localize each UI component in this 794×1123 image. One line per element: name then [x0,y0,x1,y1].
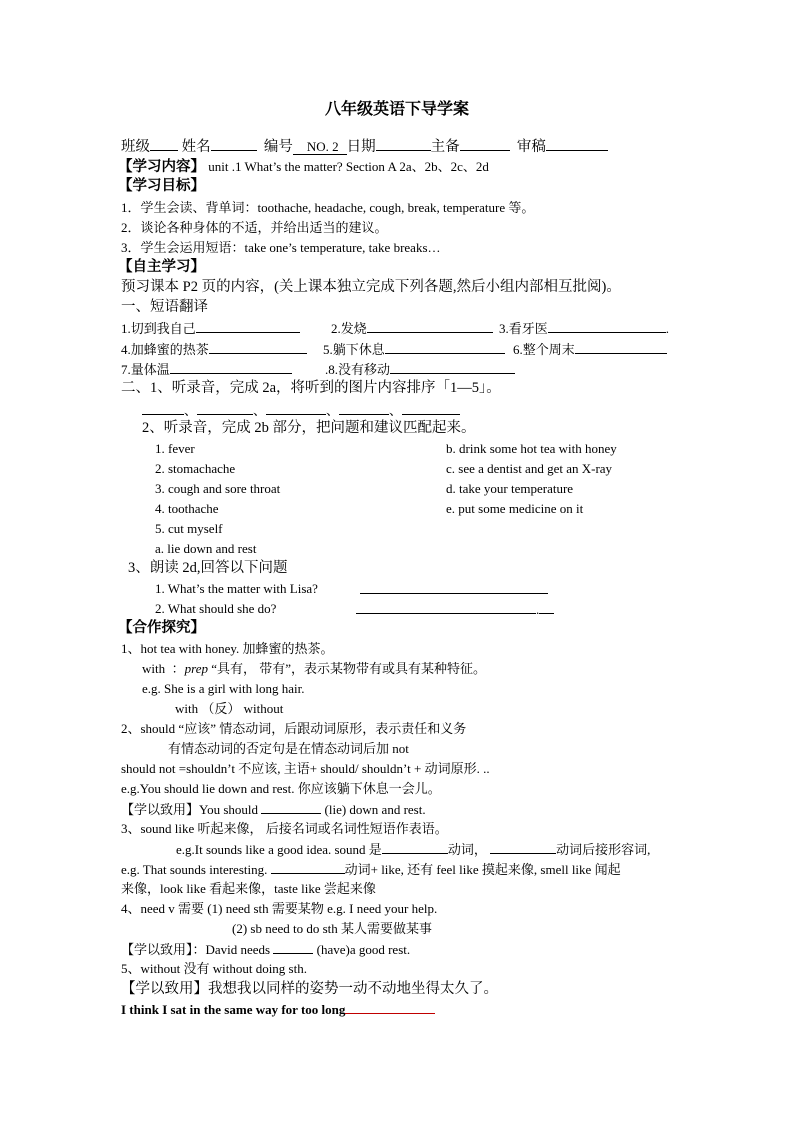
phrase-3-blank[interactable] [548,319,666,333]
phrase-8-label: .8.没有移动 [325,362,391,377]
phrase-title: 一、短语翻译 [121,299,208,315]
reading-q: 3、朗读 2d,回答以下问题 [128,560,288,576]
question-1: 1. What’s the matter with Lisa? [155,581,318,596]
answer-2-row [356,600,554,619]
phrase-6 [513,340,667,359]
phrase-5 [323,340,505,359]
explore-line: (2) sb need to do sth 某人需要做某事 [232,921,433,936]
explore-label: 【合作探究】 [118,620,205,636]
listening-q1: 二、1、听录音，完成 2a，将听到的图片内容排序「1—5」。 [121,380,501,396]
phrase-3 [499,319,669,338]
eg-that-blank[interactable] [271,860,345,874]
explore-line: 4、need v 需要 (1) need sth 需要某物 e.g. I need your help. [121,901,438,916]
class-label: 班级 [121,139,150,155]
self-study-label: 【自主学习】 [118,259,205,275]
advice-item: e. put some medicine on it [446,501,584,516]
eg-sound-c: 动词后接形容词, [556,842,651,857]
listening-q2: 2、听录音，完成 2b 部分，把问题和建议匹配起来。 [142,420,476,436]
problem-item: 2. stomachache [155,461,236,476]
final-line [121,1000,435,1019]
date-blank[interactable] [376,137,431,151]
phrase-5-label: 5.躺下休息 [323,342,385,357]
problem-item: 4. toothache [155,501,219,516]
eg-that-a: e.g. That sounds interesting. [121,862,268,877]
phrase-7-blank[interactable] [170,360,292,374]
phrase-1 [121,319,300,338]
eg-sound-a: e.g.It sounds like a good idea. sound 是 [176,842,382,857]
explore-line: e.g.You should lie down and rest. 你应该躺下休息一会儿。 [121,781,441,796]
problem-item: 5. cut myself [155,521,223,536]
phrase-7-label: 7.量体温 [121,362,170,377]
answer-1-blank[interactable] [360,580,548,594]
explore-line: e.g. She is a girl with long hair. [142,681,305,696]
problem-item: a. lie down and rest [155,541,257,556]
explore-line: should not =shouldn’t 不应该, 主语+ should/ shouldn’t + 动词原形. .. [121,761,490,776]
name-label: 姓名 [181,139,211,155]
order-blank-3[interactable] [266,401,326,415]
question-2: 2. What should she do? [155,601,277,616]
phrase-1-blank[interactable] [196,319,300,333]
with-prep: prep [184,661,208,676]
apply-1-pre: 【学以致用】You should [121,802,259,817]
apply-1-blank[interactable] [261,800,321,814]
explore-line: 1、hot tea with honey. 加蜂蜜的热茶。 [121,641,334,656]
phrase-4-blank[interactable] [209,340,307,354]
phrase-8 [325,360,515,379]
eg-that [121,860,621,879]
order-blank-5[interactable] [402,401,460,415]
answer-2-tail [539,600,554,614]
eg-sound-blank-1[interactable] [382,840,448,854]
phrase-6-blank[interactable] [575,340,667,354]
explore-line: 来像，look like 看起来像，taste like 尝起来像 [121,881,376,896]
content-label: 【学习内容】 [118,159,205,175]
answer-2-blank[interactable] [356,600,536,614]
goal-item: 1．学生会读、背单词：toothache, headache, cough, break, temperature 等。 [121,200,535,215]
with-meaning: “具有， 带有”，表示某物带有或具有某种特征。 [211,661,487,676]
with-word: with [142,661,166,676]
phrase-8-blank[interactable] [390,360,515,374]
order-blanks [142,401,460,420]
eg-sound [176,840,650,859]
page-title: 八年级英语下导学案 [324,101,469,118]
phrase-3-label: 3.看牙医 [499,321,548,336]
goals-label: 【学习目标】 [118,178,205,194]
sep: 、 [326,403,340,418]
advice-item: d. take your temperature [446,481,574,496]
eg-that-b: 动词+ like, 还有 feel like 摸起来像, smell like 闻起 [344,862,621,877]
phrase-4-label: 4.加蜂蜜的热茶 [121,342,209,357]
content-text: unit .1 What’s the matter? Section A 2a、2b、2c、2d [208,159,489,174]
eg-sound-b: 动词， [447,842,487,857]
content-row [118,158,489,176]
answer-2-dot: . [536,602,540,617]
final-sentence: I think I sat in the same way for too long [121,1002,346,1017]
advice-item: b. drink some hot tea with honey [446,441,617,456]
class-blank[interactable] [150,137,178,151]
explore-line: 2、should “应该” 情态动词，后跟动词原形，表示责任和义务 [121,721,467,736]
header-row [121,137,608,156]
name-blank[interactable] [211,137,257,151]
problem-item: 3. cough and sore throat [155,481,281,496]
goal-item: 2．谈论各种身体的不适，并给出适当的建议。 [121,220,388,235]
with-line: with ：prep “具有， 带有”，表示某物带有或具有某种特征。 [142,661,487,676]
apply-1-post: (lie) down and rest. [324,802,426,817]
phrase-4 [121,340,307,359]
apply-2 [121,940,410,959]
review-blank[interactable] [546,137,608,151]
explore-line: with （反） without [175,701,284,716]
eg-sound-blank-2[interactable] [490,840,556,854]
apply-2-blank[interactable] [273,940,313,954]
number-label: 编号 [263,139,293,155]
phrase-2 [331,319,493,338]
self-study-intro: 预习课本 P2 页的内容，(关上课本独立完成下列各题,然后小组内部相互批阅)。 [121,279,621,295]
order-blank-4[interactable] [339,401,389,415]
order-blank-1[interactable] [142,401,184,415]
phrase-3-dot: . [665,321,670,336]
explore-line: 【学以致用】我想我以同样的姿势一动不动地坐得太久了。 [121,981,498,997]
phrase-5-blank[interactable] [385,340,505,354]
phrase-6-label: 6.整个周末 [513,342,575,357]
apply-2-pre: 【学以致用】：David needs [121,942,271,957]
sep: 、 [184,403,198,418]
explore-line: 5、without 没有 without doing sth. [121,961,307,976]
phrase-2-blank[interactable] [367,319,493,333]
problem-item: 1. fever [155,441,195,456]
phrase-2-label: 2.发烧 [331,321,367,336]
final-blank[interactable] [345,1000,435,1014]
explore-line: 3、sound like 听起来像， 后接名词或名词性短语作表语。 [121,821,448,836]
goal-item: 3．学生会运用短语：take one’s temperature, take breaks… [121,240,441,255]
answer-1-row [360,580,548,599]
advice-item: c. see a dentist and get an X-ray [446,461,613,476]
explore-line: 有情态动词的否定句是在情态动词后加 not [168,741,409,756]
phrase-7 [121,360,292,379]
order-blank-2[interactable] [197,401,253,415]
author-blank[interactable] [460,137,510,151]
apply-2-post: (have)a good rest. [316,942,411,957]
sep: 、 [253,403,267,418]
review-label: 审稿 [516,139,546,155]
number-value: NO. 2 [293,139,347,155]
date-label: 日期 [346,139,376,155]
sep: 、 [389,403,403,418]
author-label: 主备 [430,139,460,155]
phrase-1-label: 1.切到我自己 [121,321,196,336]
apply-1 [121,800,426,819]
